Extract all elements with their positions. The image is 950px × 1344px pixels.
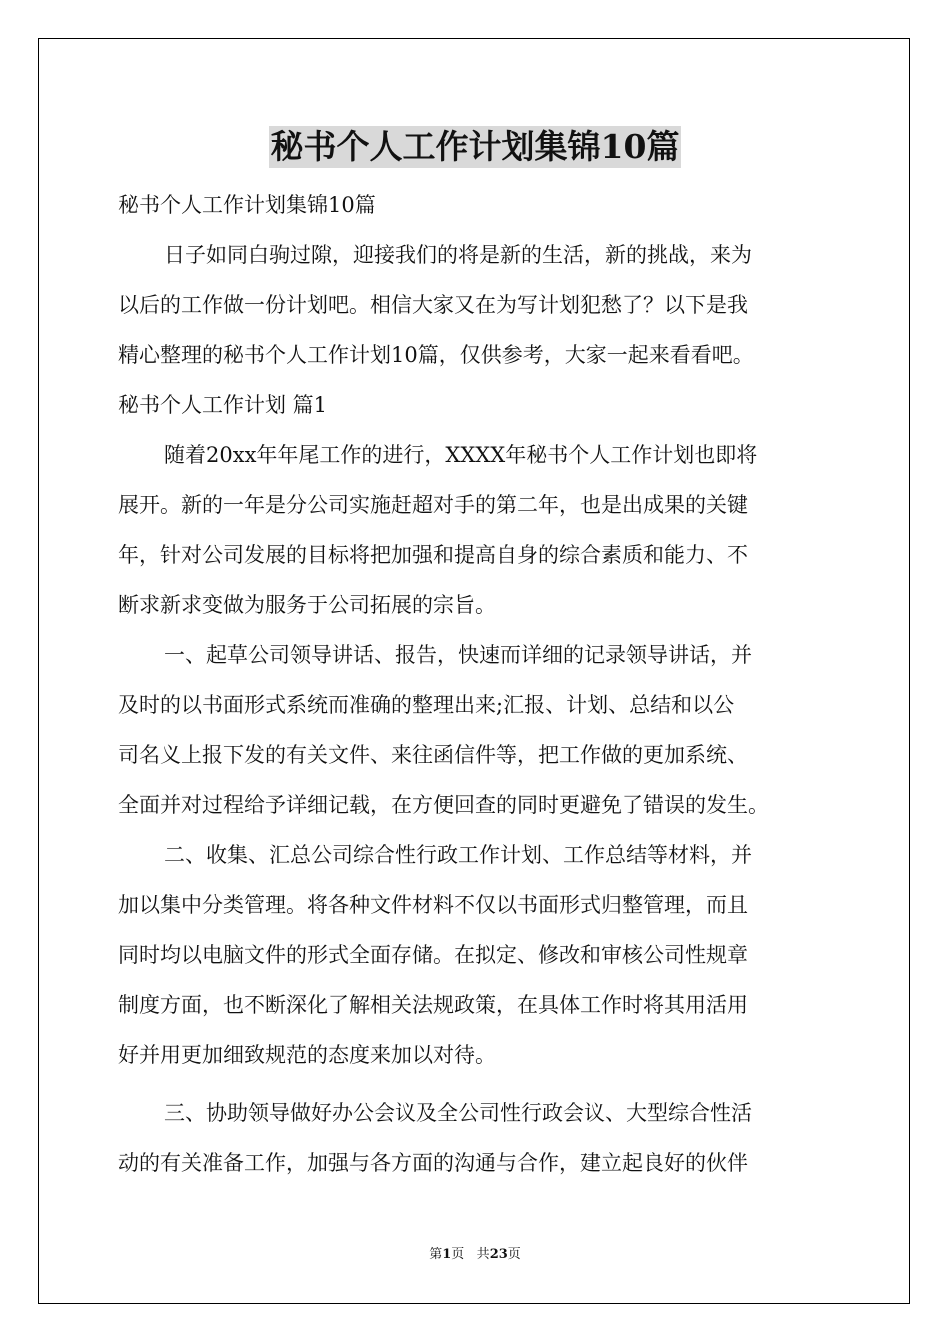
paragraph-line: 以后的工作做一份计划吧。相信大家又在为写计划犯愁了？以下是我 [118,293,748,317]
paragraph-line: 二、收集、汇总公司综合性行政工作计划、工作总结等材料，并 [164,843,752,867]
total-prefix: 共 [476,1247,490,1262]
paragraph-line: 司名义上报下发的有关文件、来往函信件等，把工作做的更加系统、 [118,743,748,767]
page-footer [0,1246,950,1264]
page-current: 1 [442,1247,452,1262]
document-body [118,180,834,1188]
paragraph-line: 断求新求变做为服务于公司拓展的宗旨。 [118,593,496,617]
paragraph-line: 及时的以书面形式系统而准确的整理出来;汇报、计划、总结和以公 [118,693,735,717]
paragraph-line: 三、协助领导做好办公会议及全公司性行政会议、大型综合性活 [164,1101,752,1125]
paragraph-gap [118,1080,834,1088]
paragraph-line: 制度方面，也不断深化了解相关法规政策，在具体工作时将其用活用 [118,993,748,1017]
page-unit: 页 [451,1247,465,1262]
section-heading: 秘书个人工作计划 篇1 [118,393,328,417]
paragraph-line: 动的有关准备工作，加强与各方面的沟通与合作，建立起良好的伙伴 [118,1151,748,1175]
paragraph-line: 随着20xx年年尾工作的进行，XXXX年秘书个人工作计划也即将 [164,443,758,467]
paragraph-line: 年，针对公司发展的目标将把加强和提高自身的综合素质和能力、不 [118,543,748,567]
paragraph-line: 精心整理的秘书个人工作计划10篇，仅供参考，大家一起来看看吧。 [118,343,754,367]
paragraph-line: 展开。新的一年是分公司实施赶超对手的第二年，也是出成果的关键 [118,493,748,517]
paragraph-line: 同时均以电脑文件的形式全面存储。在拟定、修改和审核公司性规章 [118,943,748,967]
paragraph-line: 一、起草公司领导讲话、报告，快速而详细的记录领导讲话，并 [164,643,752,667]
paragraph-line: 好并用更加细致规范的态度来加以对待。 [118,1043,496,1067]
page-prefix: 第 [429,1247,443,1262]
title-wrap [0,126,950,168]
subtitle-line: 秘书个人工作计划集锦10篇 [118,193,376,217]
paragraph-line: 日子如同白驹过隙，迎接我们的将是新的生活，新的挑战，来为 [164,243,752,267]
paragraph-line: 全面并对过程给予详细记载，在方便回查的同时更避免了错误的发生。 [118,793,769,817]
page-total: 23 [489,1247,508,1262]
total-unit: 页 [507,1247,521,1262]
paragraph-line: 加以集中分类管理。将各种文件材料不仅以书面形式归整管理，而且 [118,893,748,917]
document-title: 秘书个人工作计划集锦10篇 [270,127,680,166]
